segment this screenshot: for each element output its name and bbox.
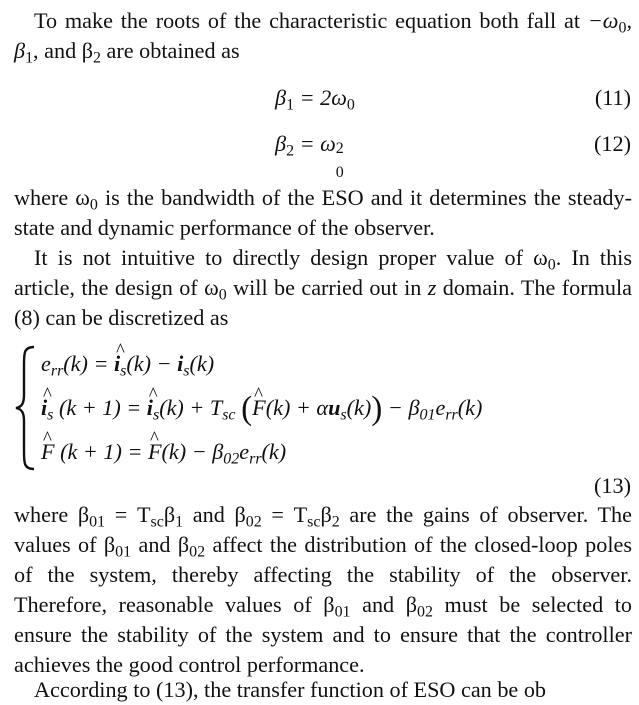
equation-13-row-2: ^ $i_s$ (k + 1) = ^ $i_s(k) + T_{sc}$ (^ $F(k) + \alpha u_s(k)) - \beta_{01}e_{rr}(k)$	[41, 389, 482, 427]
equation-13-row-3: ^ F (k + 1) = ^ $F(k) - \beta_{02}e_{rr}(k)$	[41, 433, 286, 471]
equation-11-number: (11)	[594, 85, 631, 110]
equation-11-body: $\beta_1 = 2\omega_0$	[275, 85, 355, 114]
equation-12-number: (12)	[594, 131, 631, 156]
paragraph-roots: To make the roots of the characteristic equation both fall at $-\omega_0$, $\beta_1$, and $\beta_2$ are obtained as	[14, 8, 632, 67]
equation-13-row-1: $e_{rr}(k)$ = ^ $i_s(k) - i_s(k)$	[41, 345, 214, 383]
paragraph-design: It is not intuitive to directly design proper value of $\omega_0$. In this article, the design of $\omega_0$ will be carried out in z domain. The formula (8) can be discretized as	[14, 245, 632, 330]
paragraph-transfer-function-partial: According to (13), the transfer function of ESO can be ob	[34, 677, 547, 702]
left-brace	[14, 343, 38, 473]
equation-13-system	[14, 343, 634, 473]
equation-12	[0, 128, 639, 181]
equation-13-number: (13)	[594, 473, 631, 498]
paragraph-bandwidth: where $\omega_0$ is the bandwidth of the ESO and it determines the steady-state and dynamic performance of the observer.	[14, 185, 632, 240]
equation-12-body: $\beta_2 = \omega$ 2 0	[275, 131, 344, 181]
paragraph-gains: where $\beta_{01} = T_{sc}\beta_1$ and $\beta_{02} = T_{sc}\beta_2$ are the gains of observer. The values of $\beta_{01}$ and $\beta_{02}$ affect the distribution of the closed-loop poles of the system, thereby affecting the stability of the observer. Therefore, reasonable values of $\beta_{01}$ and $\beta_{02}$ must be selected to ensure the stability of the system and to ensure that the controller achieves the good control performance.	[14, 502, 632, 677]
equation-13-number-row	[0, 470, 639, 502]
equation-11	[0, 82, 639, 114]
